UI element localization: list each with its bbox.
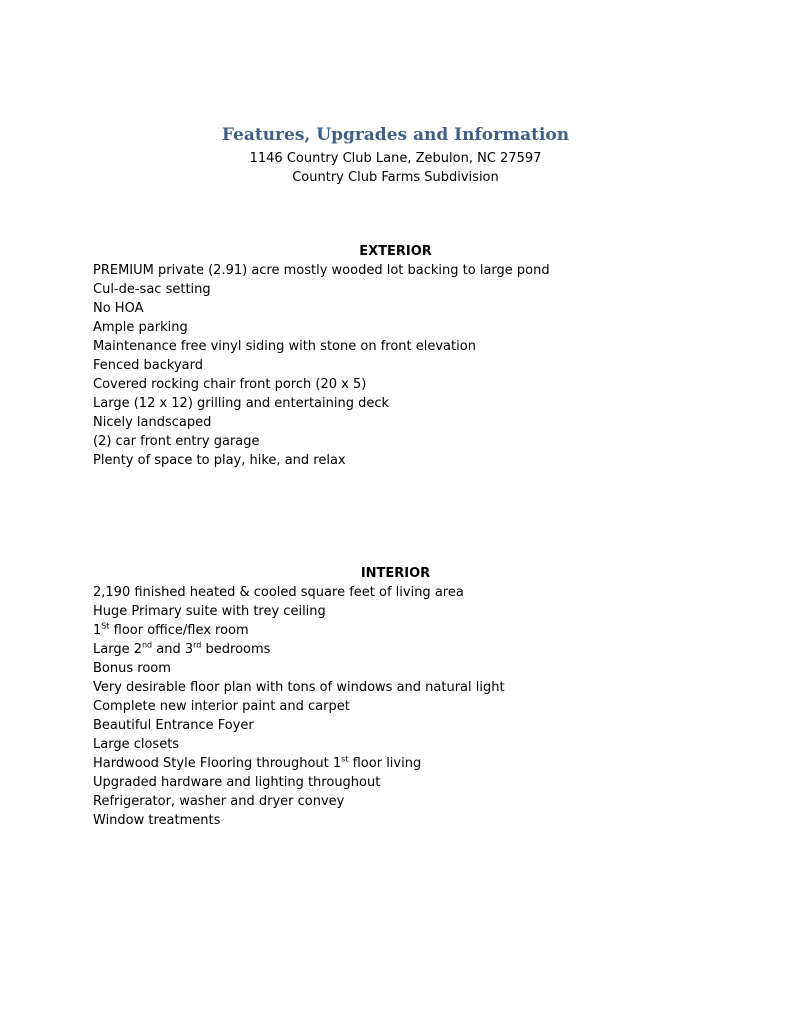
list-item: Very desirable floor plan with tons of windows and natural light bbox=[93, 680, 505, 695]
list-item: No HOA bbox=[93, 301, 144, 316]
ordinal-suffix: rd bbox=[193, 640, 202, 650]
list-item-text: and 3 bbox=[152, 642, 194, 657]
list-item bbox=[93, 754, 505, 773]
list-item-text: floor office/flex room bbox=[109, 623, 249, 638]
list-item: Refrigerator, washer and dryer convey bbox=[93, 794, 345, 809]
floor-number: 1 bbox=[93, 623, 102, 638]
list-item-text: floor living bbox=[348, 756, 422, 771]
list-item: Plenty of space to play, hike, and relax bbox=[93, 453, 346, 468]
list-item bbox=[93, 640, 505, 659]
list-item-text: Large 2 bbox=[93, 642, 142, 657]
list-item: Covered rocking chair front porch (20 x 5) bbox=[93, 377, 367, 392]
list-item bbox=[93, 621, 505, 640]
page-title: Features, Upgrades and Information bbox=[221, 125, 570, 145]
list-item: Large (12 x 12) grilling and entertaining deck bbox=[93, 396, 390, 411]
list-item: Huge Primary suite with trey ceiling bbox=[93, 604, 326, 619]
list-item: Nicely landscaped bbox=[93, 415, 212, 430]
exterior-list bbox=[93, 261, 550, 470]
list-item: Maintenance free vinyl siding with stone on front elevation bbox=[93, 339, 476, 354]
list-item: Beautiful Entrance Foyer bbox=[93, 718, 254, 733]
list-item-text: Hardwood Style Flooring throughout 1 bbox=[93, 756, 342, 771]
list-item: Complete new interior paint and carpet bbox=[93, 699, 350, 714]
list-item: Ample parking bbox=[93, 320, 188, 335]
list-item-text: bedrooms bbox=[201, 642, 271, 657]
list-item: Large closets bbox=[93, 737, 180, 752]
ordinal-suffix: nd bbox=[141, 640, 153, 650]
list-item: (2) car front entry garage bbox=[93, 434, 260, 449]
interior-list bbox=[93, 583, 505, 830]
ordinal-suffix: st bbox=[341, 754, 349, 764]
interior-heading: INTERIOR bbox=[360, 566, 431, 581]
list-item: Window treatments bbox=[93, 813, 221, 828]
exterior-heading: EXTERIOR bbox=[359, 244, 432, 259]
list-item: 2,190 finished heated & cooled square feet of living area bbox=[93, 585, 464, 600]
property-address: 1146 Country Club Lane, Zebulon, NC 27597 bbox=[249, 151, 542, 166]
ordinal-suffix: St bbox=[101, 621, 110, 631]
list-item: Cul-de-sac setting bbox=[93, 282, 211, 297]
list-item: Bonus room bbox=[93, 661, 171, 676]
list-item: PREMIUM private (2.91) acre mostly wooded lot backing to large pond bbox=[93, 263, 550, 278]
list-item: Upgraded hardware and lighting throughout bbox=[93, 775, 381, 790]
list-item: Fenced backyard bbox=[93, 358, 203, 373]
subdivision-name: Country Club Farms Subdivision bbox=[292, 170, 499, 185]
